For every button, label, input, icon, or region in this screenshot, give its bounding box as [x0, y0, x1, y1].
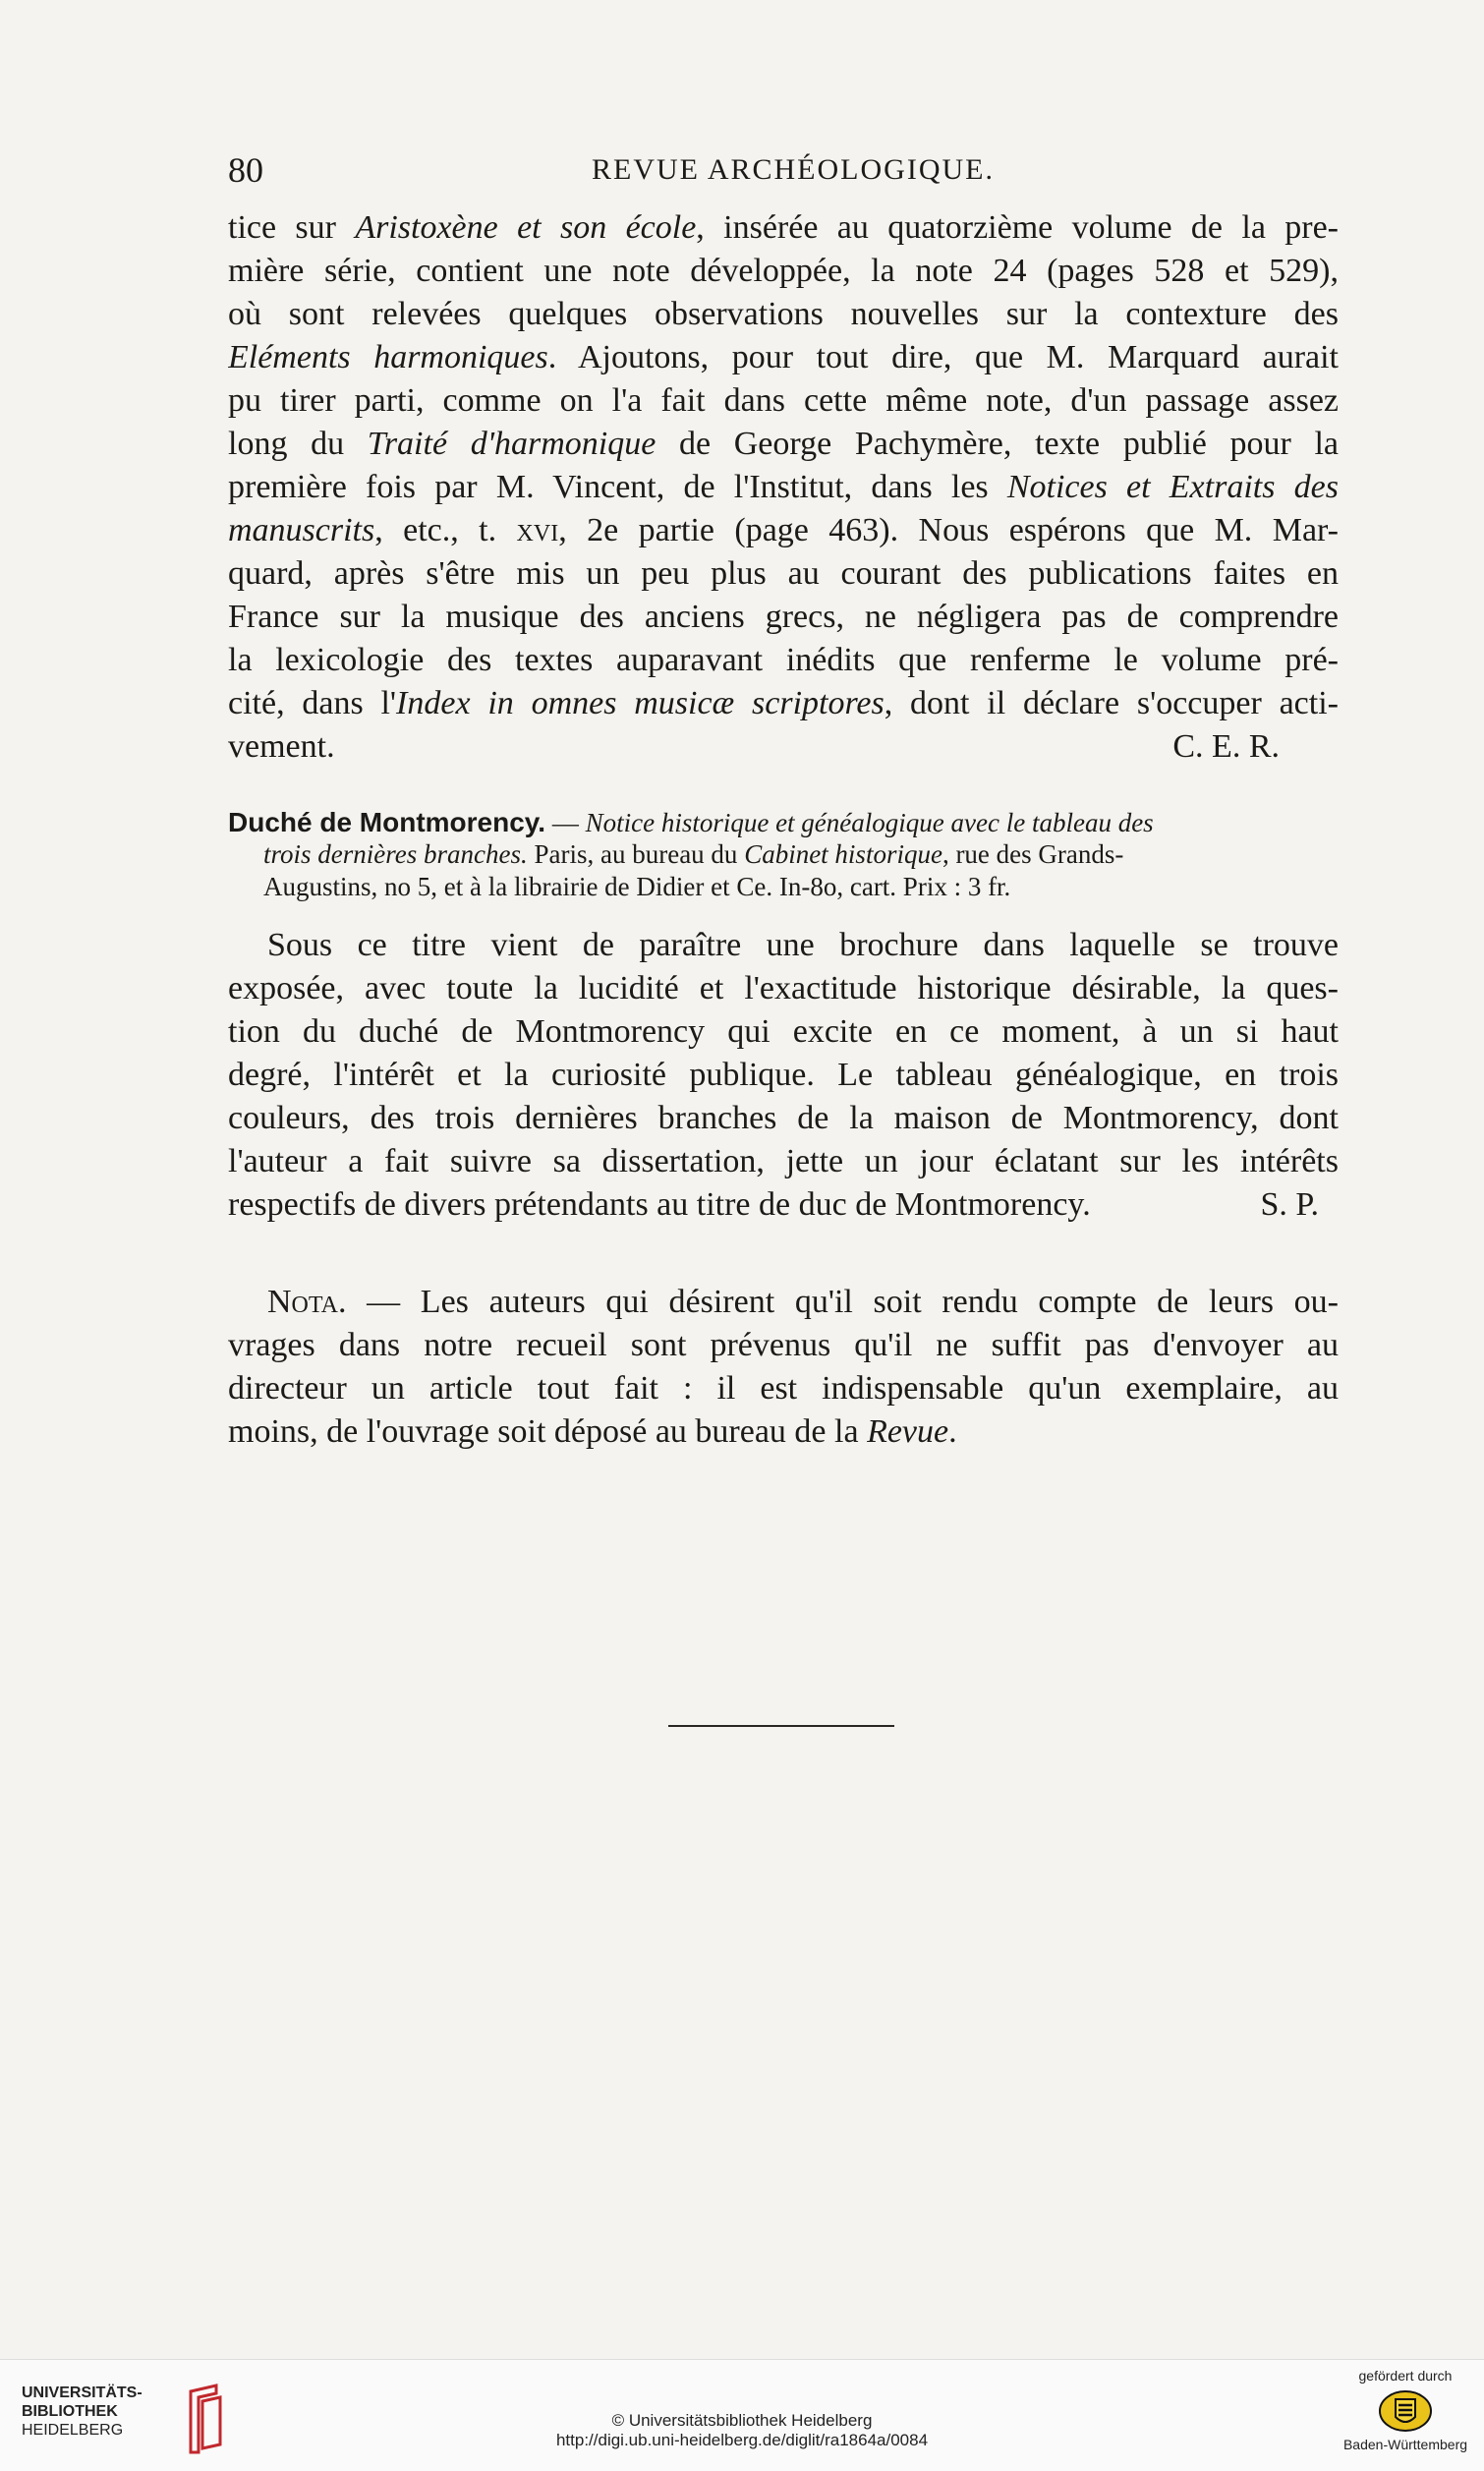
text-line: Sous ce titre vient de paraître une brochure dans laquelle se trouve — [267, 927, 1339, 963]
review-line: trois dernières branches. Paris, au bureau du Cabinet historique, rue des Grands- — [263, 839, 1124, 869]
text-line: moins, de l'ouvrage soit déposé au bureau de la Revue. — [228, 1413, 957, 1450]
copyright-block — [0, 2411, 1484, 2450]
review-title: Duché de Montmorency. — [228, 807, 546, 837]
text-line: quard, après s'être mis un peu plus au courant des publications faites en — [228, 555, 1339, 592]
library-name-line: HEIDELBERG — [22, 2422, 124, 2439]
text-line: cité, dans l'Index in omnes musicæ scriptores, dont il déclare s'occuper acti- — [228, 685, 1339, 721]
text-line: vrages dans notre recueil sont prévenus qu'il ne suffit pas d'envoyer au — [228, 1327, 1339, 1363]
signature: C. E. R. — [1172, 728, 1280, 765]
running-title: REVUE ARCHÉOLOGIQUE. — [592, 153, 995, 186]
running-head — [228, 149, 1360, 193]
text-line: tion du duché de Montmorency qui excite en ce moment, à un si haut — [228, 1013, 1339, 1050]
text-line: première fois par M. Vincent, de l'Institut, dans les Notices et Extraits des — [228, 469, 1339, 505]
text-line: Nota. — Les auteurs qui désirent qu'il soit rendu compte de leurs ou- — [267, 1284, 1339, 1320]
text-line: où sont relevées quelques observations nouvelles sur la contexture des — [228, 296, 1339, 332]
page-number: 80 — [228, 150, 263, 190]
library-name-line: UNIVERSITÄTS- — [22, 2385, 143, 2401]
text-line: Eléments harmoniques. Ajoutons, pour tout dire, que M. Marquard aurait — [228, 339, 1339, 375]
review-line: Augustins, no 5, et à la librairie de Didier et Ce. In-8o, cart. Prix : 3 fr. — [263, 872, 1011, 901]
paragraph-montmorency — [228, 924, 1339, 1227]
coat-of-arms-icon — [1378, 2389, 1433, 2433]
funder-block — [1337, 2368, 1474, 2452]
signature: S. P. — [1260, 1186, 1319, 1223]
review-line: Duché de Montmorency. — Notice historique et généalogique avec le tableau des — [228, 807, 1154, 837]
text-line: directeur un article tout fait : il est indispensable qu'un exemplaire, au — [228, 1370, 1339, 1407]
paragraph-aristoxene — [228, 206, 1339, 769]
text-line: mière série, contient une note développée, la note 24 (pages 528 et 529), — [228, 253, 1339, 289]
footer-bar — [0, 2359, 1484, 2471]
text-line: tice sur Aristoxène et son école, insérée au quatorzième volume de la pre- — [228, 209, 1339, 246]
permalink[interactable]: http://digi.ub.uni-heidelberg.de/diglit/ra1864a/0084 — [555, 2431, 929, 2449]
text-line: couleurs, des trois dernières branches de la maison de Montmorency, dont — [228, 1100, 1339, 1136]
text-line: degré, l'intérêt et la curiosité publique. Le tableau généalogique, en trois — [228, 1057, 1339, 1093]
text-line: la lexicologie des textes auparavant inédits que renferme le volume pré- — [228, 642, 1339, 678]
text-line: long du Traité d'harmonique de George Pachymère, texte publié pour la — [228, 426, 1339, 462]
book-review-entry — [228, 806, 1339, 903]
funded-by-label: gefördert durch — [1358, 2368, 1453, 2384]
end-rule — [668, 1725, 894, 1727]
text-line: pu tirer parti, comme on l'a fait dans cette même note, d'un passage assez — [228, 382, 1339, 419]
nota-label: Nota. — [267, 1284, 347, 1320]
copyright-text: © Universitätsbibliothek Heidelberg — [611, 2411, 873, 2430]
paragraph-nota — [228, 1281, 1339, 1454]
text-line: l'auteur a fait suivre sa dissertation, jette un jour éclatant sur les intérêts — [228, 1143, 1339, 1179]
text-line: vement. C. E. R. — [228, 725, 1339, 769]
text-line: respectifs de divers prétendants au titre de duc de Montmorency. S. P. — [228, 1183, 1339, 1227]
text-line: France sur la musique des anciens grecs, ne négligera pas de comprendre — [228, 599, 1339, 635]
text-line: exposée, avec toute la lucidité et l'exactitude historique désirable, la ques- — [228, 970, 1339, 1006]
library-name-line: BIBLIOTHEK — [22, 2403, 118, 2420]
text-line: manuscrits, etc., t. xvi, 2e partie (page 463). Nous espérons que M. Mar- — [228, 512, 1339, 548]
funder-name: Baden-Württemberg — [1342, 2437, 1468, 2452]
